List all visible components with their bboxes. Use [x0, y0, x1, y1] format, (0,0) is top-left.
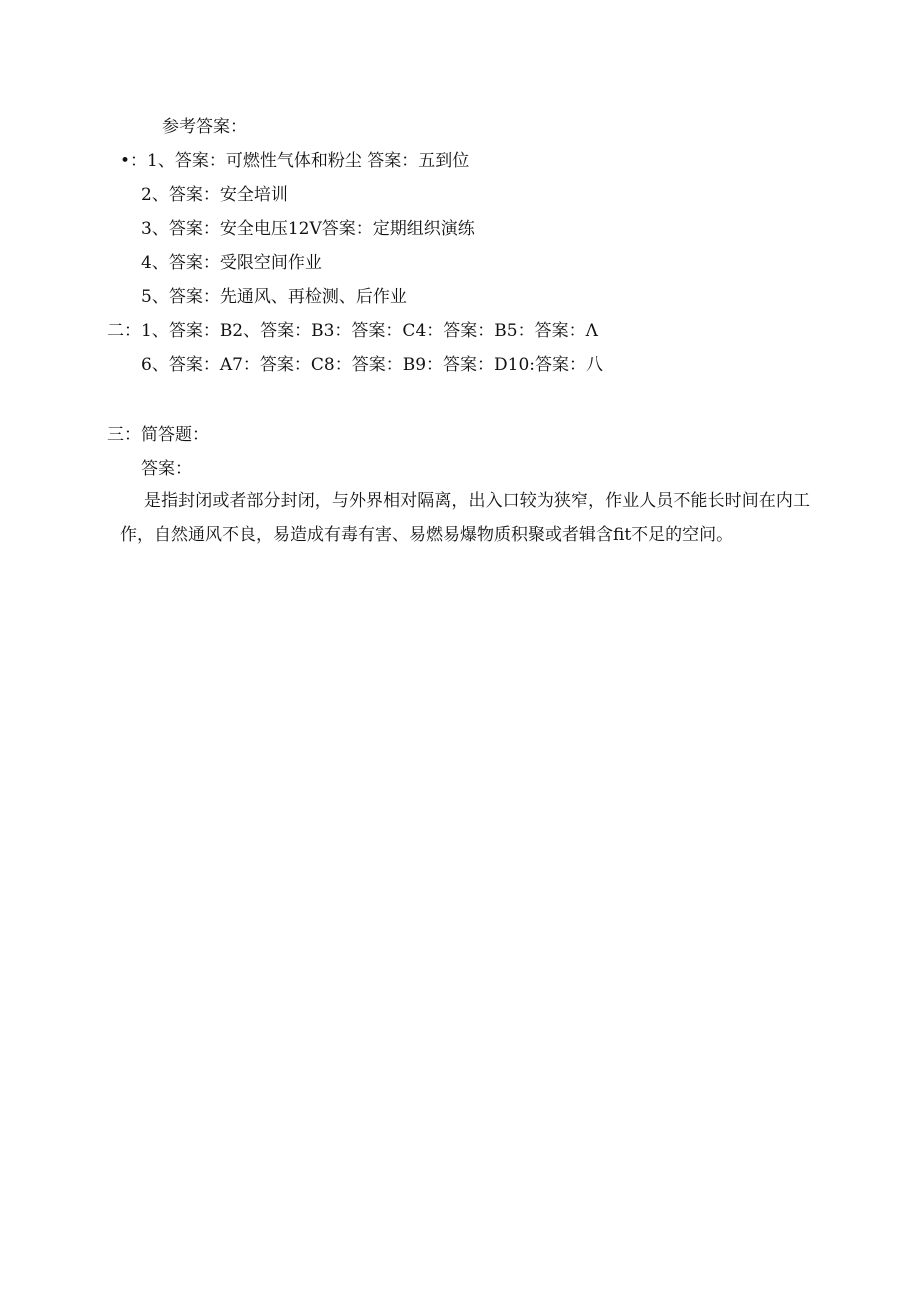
- section2-line-1: 二：1、答案：B2、答案：B3：答案：C4：答案：B5：答案：Λ: [107, 321, 598, 341]
- section3-title: 三：简答题：: [107, 425, 209, 445]
- section1-item-2: 2、答案：安全培训: [141, 185, 288, 205]
- section1-item-1: •：1、答案：可燃性气体和粉尘 答案：五到位: [120, 151, 470, 171]
- section3-answer-label: 答案：: [141, 459, 192, 479]
- section2-line-2: 6、答案：A7：答案：C8：答案：B9：答案：D10:答案：八: [141, 355, 604, 375]
- section1-item-5: 5、答案：先通风、再检测、后作业: [141, 287, 407, 307]
- section3-answer-text: 是指封闭或者部分封闭，与外界相对隔离，出入口较为狭窄，作业人员不能长时间在内工作，自然通风不良，易造成有毒有害、易燃易爆物质积聚或者辑含fit不足的空问。: [120, 491, 810, 545]
- section1-item-3: 3、答案：安全电压12V答案：定期组织演练: [141, 219, 475, 239]
- answer-heading: 参考答案：: [162, 117, 247, 137]
- section1-item-4: 4、答案：受限空间作业: [141, 253, 322, 273]
